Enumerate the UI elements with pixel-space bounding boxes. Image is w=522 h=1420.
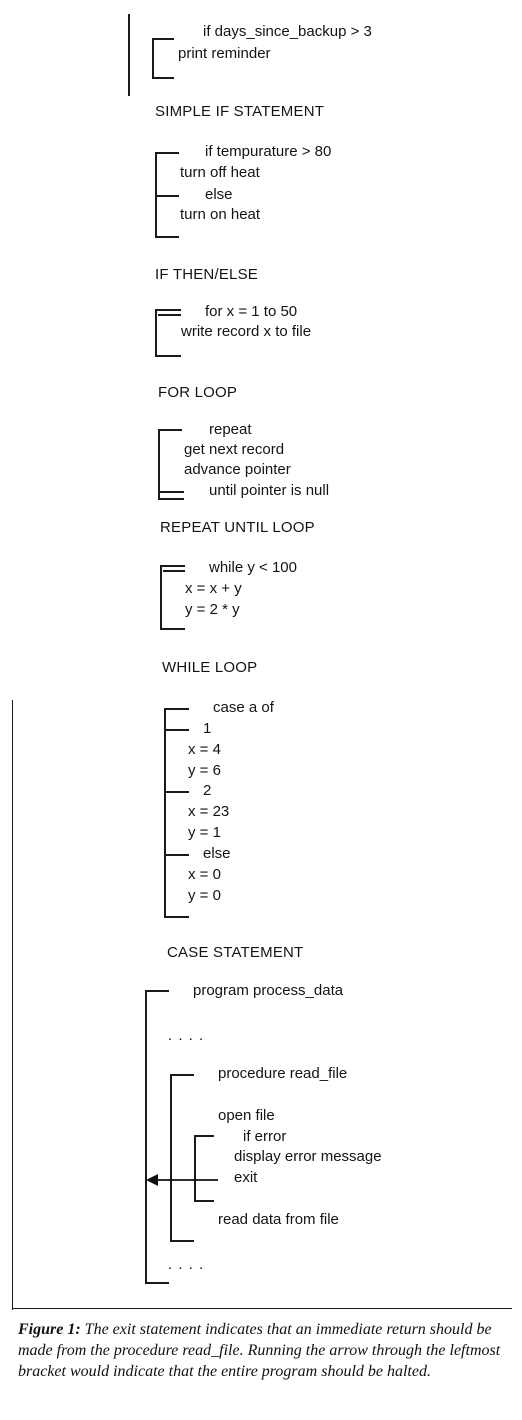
construct-label: FOR LOOP (158, 384, 238, 401)
code-line: if tempurature > 80 (205, 143, 332, 160)
code-line: write record x to file (181, 323, 312, 340)
code-line: turn off heat (180, 164, 260, 181)
code-line: x = 23 (188, 803, 230, 820)
code-line: get next record (184, 441, 285, 458)
code-line: procedure read_file (218, 1065, 348, 1082)
code-line: for x = 1 to 50 (205, 303, 298, 320)
code-line: 2 (203, 782, 212, 799)
code-line: turn on heat (180, 206, 261, 223)
code-line: exit (234, 1169, 258, 1186)
code-line: display error message (234, 1148, 382, 1165)
figure-frame-bottom (12, 1308, 512, 1309)
code-line: y = 6 (188, 762, 221, 779)
construct-label: SIMPLE IF STATEMENT (155, 103, 325, 120)
code-line: case a of (213, 699, 274, 716)
code-line: while y < 100 (209, 559, 297, 576)
code-line: y = 1 (188, 824, 221, 841)
code-line: read data from file (218, 1211, 339, 1228)
code-line: print reminder (178, 45, 271, 62)
code-line: program process_data (193, 982, 344, 999)
caption-label: Figure 1: (18, 1321, 81, 1338)
code-line: else (205, 186, 233, 203)
construct-label: WHILE LOOP (162, 659, 258, 676)
code-line: x = 4 (188, 741, 221, 758)
construct-label: REPEAT UNTIL LOOP (160, 519, 315, 536)
figure-caption (18, 1319, 518, 1382)
code-line: until pointer is null (209, 482, 330, 499)
caption-text: The exit statement indicates that an immediate return should be made from the procedure read_file. Running the arrow through the leftmost bracket would indicate that the entire program should be halted. (18, 1321, 501, 1380)
construct-label: CASE STATEMENT (167, 944, 304, 961)
code-line: . . . . (168, 1256, 205, 1273)
code-line: repeat (209, 421, 252, 438)
code-line: y = 0 (188, 887, 221, 904)
construct-label: IF THEN/ELSE (155, 266, 258, 283)
code-line: x = x + y (185, 580, 242, 597)
code-line: advance pointer (184, 461, 291, 478)
code-line: if error (243, 1128, 287, 1145)
code-line: open file (218, 1107, 275, 1124)
code-line: 1 (203, 720, 212, 737)
code-line: x = 0 (188, 866, 221, 883)
code-line: else (203, 845, 231, 862)
code-line: if days_since_backup > 3 (203, 23, 372, 40)
code-line: . . . . (168, 1027, 205, 1044)
code-line: y = 2 * y (185, 601, 240, 618)
